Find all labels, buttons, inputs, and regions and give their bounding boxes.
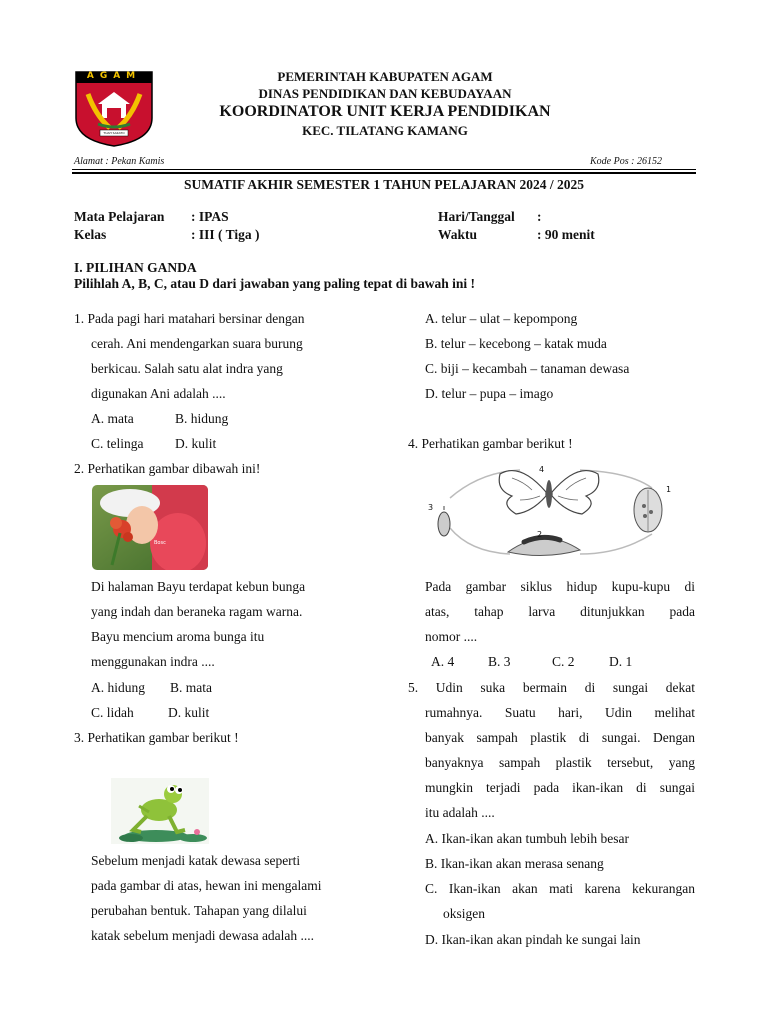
q4-option-a: A. 4 (431, 654, 455, 669)
q5-option-c-cont: oksigen (443, 906, 485, 921)
q5-option-d: D. Ikan-ikan akan pindah ke sungai lain (425, 932, 641, 947)
q4-text (425, 574, 695, 624)
q4-option-c: C. 2 (552, 654, 575, 669)
q5-option-b: B. Ikan-ikan akan merasa senang (425, 856, 604, 871)
q3-line-2: pada gambar di atas, hewan ini mengalami (91, 878, 322, 893)
q3-option-c: C. biji – kecambah – tanaman dewasa (425, 361, 630, 376)
time-label: Waktu (438, 227, 478, 242)
class-value: : III ( Tiga ) (191, 227, 260, 242)
header-rule-thick (72, 172, 696, 174)
q3-option-d: D. telur – pupa – imago (425, 386, 554, 401)
exam-title: SUMATIF AKHIR SEMESTER 1 TAHUN PELAJARAN 2024 / 2025 (183, 177, 585, 192)
diagram-label-3: 3 (428, 503, 434, 512)
q2-intro: 2. Perhatikan gambar dibawah ini! (74, 461, 261, 476)
q2-line-1: Di halaman Bayu terdapat kebun bunga (91, 579, 306, 594)
time-value: : 90 menit (537, 227, 595, 242)
q2-line-3: Bayu mencium aroma bunga itu (91, 629, 265, 644)
image-caption: Bosc (154, 540, 166, 546)
q1-line-4: digunakan Ani adalah .... (91, 386, 226, 401)
q3-option-b: B. telur – kecebong – katak muda (425, 336, 607, 351)
q2-line-2: yang indah dan beraneka ragam warna. (91, 604, 303, 619)
q2-option-d: D. kulit (168, 705, 210, 720)
q5-text-body (425, 700, 695, 800)
q4-line-2: atas, tahap larva ditunjukkan pada (425, 604, 695, 619)
diagram-label-2: 2 (537, 530, 543, 539)
q1-line-2: cerah. Ani mendengarkan suara burung (91, 336, 303, 351)
q5-line-5: mungkin terjadi pada ikan-ikan di sungai (425, 780, 695, 795)
q1-option-b: B. hidung (175, 411, 229, 426)
q3-option-a: A. telur – ulat – kepompong (425, 311, 578, 326)
q1-option-a: A. mata (91, 411, 134, 426)
q4-option-b: B. 3 (488, 654, 511, 669)
q2-line-4: menggunakan indra .... (91, 654, 215, 669)
q5-text (408, 675, 695, 700)
header-line-1: PEMERINTAH KABUPATEN AGAM (277, 69, 493, 84)
header-line-4: KEC. TILATANG KAMANG (302, 123, 468, 138)
q1-option-d: D. kulit (175, 436, 217, 451)
butterfly-lifecycle-diagram (420, 462, 680, 562)
agam-logo (74, 70, 154, 148)
q3-line-4: katak sebelum menjadi dewasa adalah .... (91, 928, 315, 943)
q4-option-d: D. 1 (609, 654, 633, 669)
header-line-2: DINAS PENDIDIKAN DAN KEBUDAYAAN (258, 86, 512, 101)
logo-motto: TUAH SAKATO (103, 131, 125, 135)
q2-option-c: C. lidah (91, 705, 134, 720)
q3-line-1: Sebelum menjadi katak dewasa seperti (91, 853, 301, 868)
diagram-label-1: 1 (666, 485, 672, 494)
q5-line-4: banyaknya sampah plastik tersebut, yang (425, 755, 695, 770)
diagram-label-4: 4 (539, 465, 545, 474)
q3-line-3: perubahan bentuk. Tahapan yang dilalui (91, 903, 307, 918)
header-rule-thin (72, 169, 696, 170)
q1-option-c: C. telinga (91, 436, 144, 451)
q5-option-c-wrap (425, 876, 695, 901)
logo-text: AGAM (86, 71, 142, 81)
q5-line-6: itu adalah .... (425, 805, 495, 820)
section-instruction: Pilihlah A, B, C, atau D dari jawaban yang paling tepat di bawah ini ! (74, 276, 475, 291)
q5-option-a: A. Ikan-ikan akan tumbuh lebih besar (425, 831, 629, 846)
q5-line-2: rumahnya. Suatu hari, Udin melihat (425, 705, 695, 720)
subject-label: Mata Pelajaran (74, 209, 165, 224)
class-label: Kelas (74, 227, 107, 242)
q2-option-b: B. mata (170, 680, 212, 695)
date-value: : (537, 209, 542, 224)
postal-code: Kode Pos : 26152 (590, 156, 662, 167)
q4-intro: 4. Perhatikan gambar berikut ! (408, 436, 573, 451)
subject-value: : IPAS (191, 209, 229, 224)
header-line-3: KOORDINATOR UNIT KERJA PENDIDIKAN (219, 103, 551, 120)
address: Alamat : Pekan Kamis (74, 156, 165, 167)
child-smelling-flower-image (92, 485, 208, 570)
q3-intro: 3. Perhatikan gambar berikut ! (74, 730, 239, 745)
q5-option-c: C. Ikan-ikan akan mati karena kekurangan (425, 881, 695, 896)
q4-line-3: nomor .... (425, 629, 478, 644)
frog-image (111, 778, 209, 844)
date-label: Hari/Tanggal (438, 209, 515, 224)
q2-option-a: A. hidung (91, 680, 145, 695)
q1-line-3: berkicau. Salah satu alat indra yang (91, 361, 283, 376)
q5-line-1: 5. Udin suka bermain di sungai dekat (408, 680, 695, 695)
q1-line-1: 1. Pada pagi hari matahari bersinar dengan (74, 311, 305, 326)
q4-line-1: Pada gambar siklus hidup kupu-kupu di (425, 579, 695, 594)
q5-line-3: banyak sampah plastik di sungai. Dengan (425, 730, 695, 745)
section-title: I. PILIHAN GANDA (74, 260, 197, 275)
